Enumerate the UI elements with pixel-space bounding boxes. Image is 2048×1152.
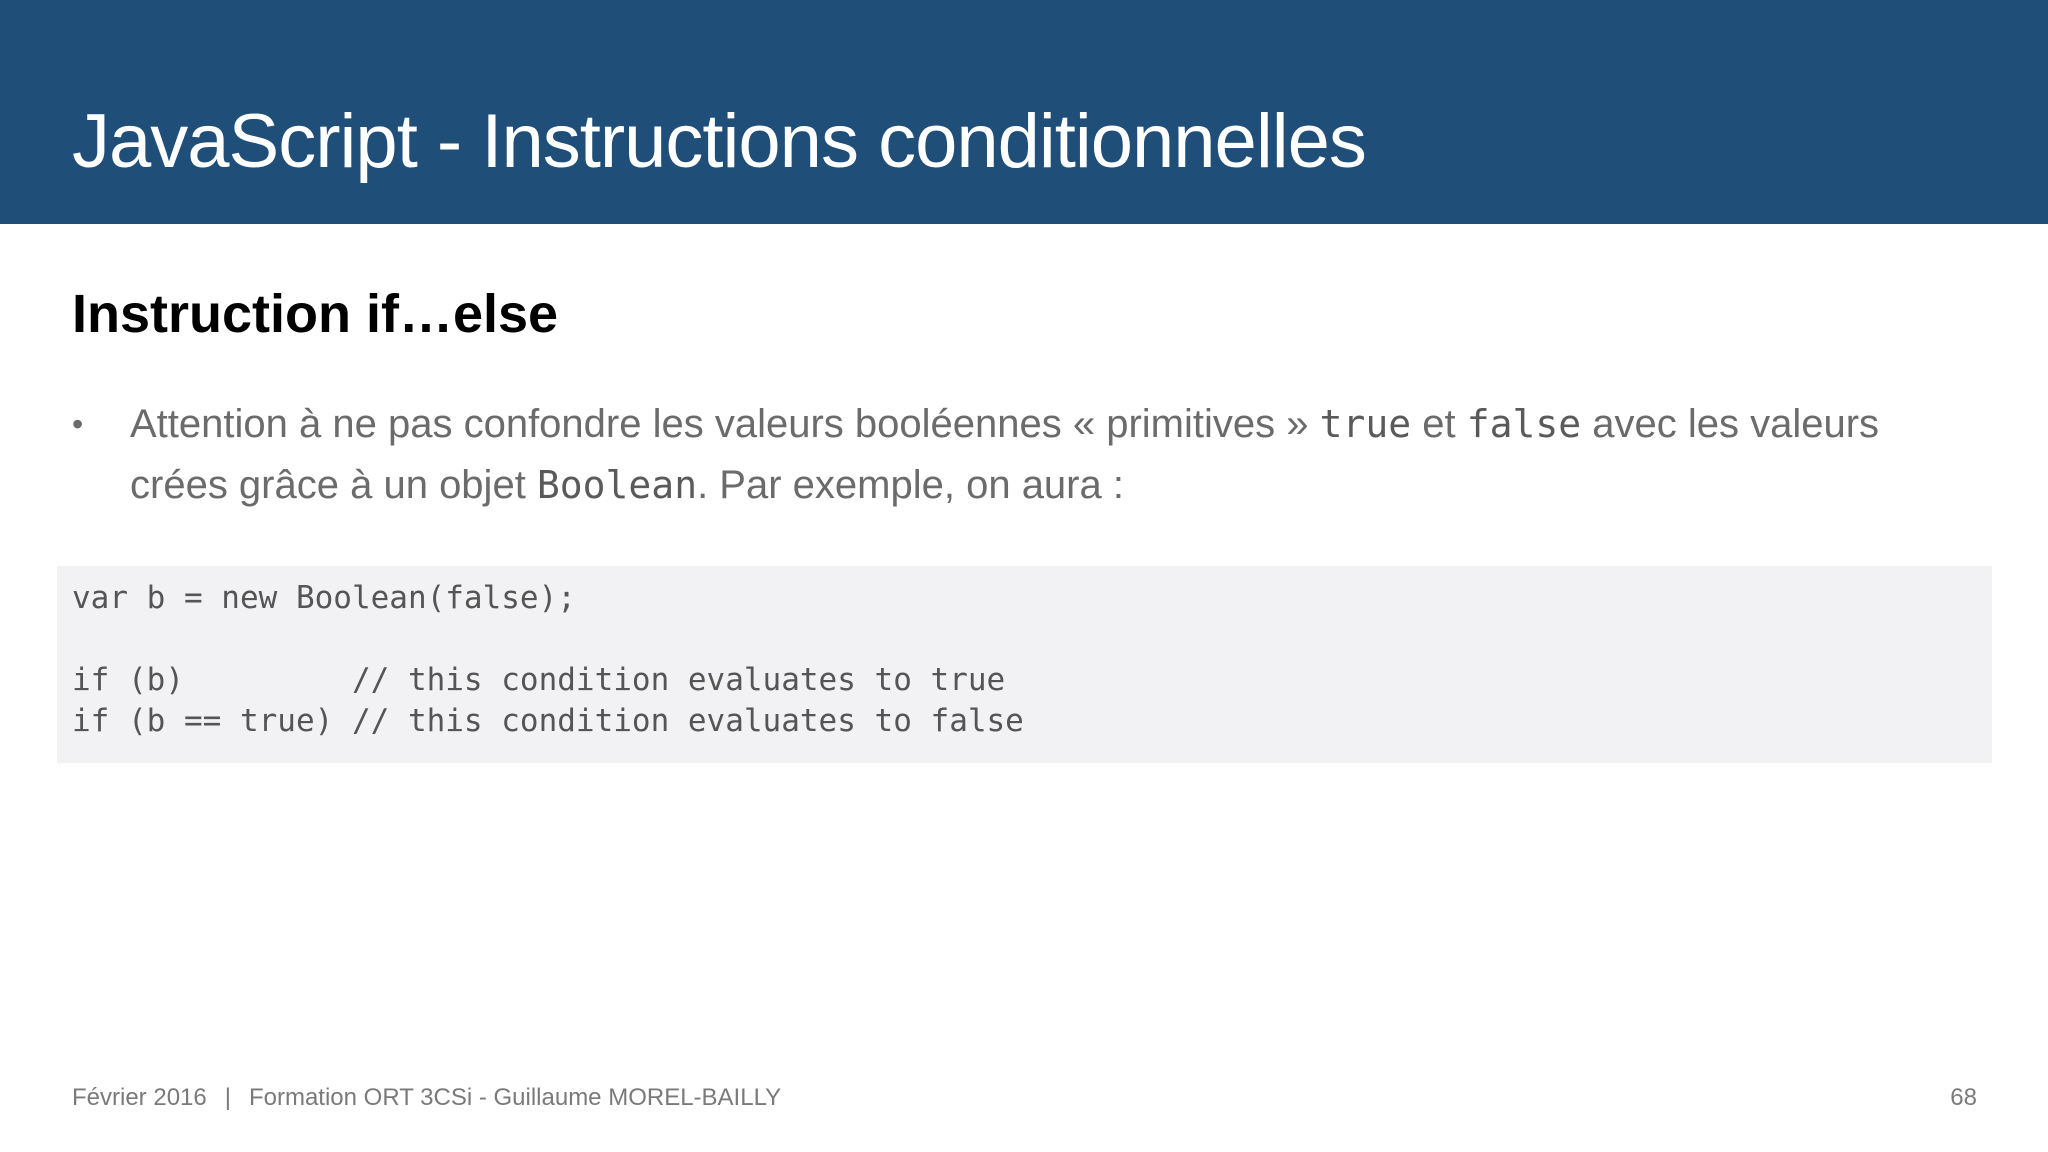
bullet-line-2 [130,455,2020,516]
bullet-text-segment: . Par exemple, on aura : [697,463,1124,507]
bullet-text-segment: avec les valeurs [1581,402,1880,446]
bullet-line-1 [130,394,2020,455]
code-line [72,619,1024,660]
bullet-text-segment: Attention à ne pas confondre les valeurs booléennes « primitives » [130,402,1320,446]
code-line: var b = new Boolean(false); [72,580,576,616]
code-block [57,566,1992,763]
section-heading: Instruction if…else [72,284,559,344]
slide-title: JavaScript - Instructions conditionnelles [72,99,1366,184]
inline-code-boolean: Boolean [536,463,698,507]
inline-code-true: true [1319,402,1412,446]
bullet-marker: • [72,406,84,442]
inline-code-false: false [1466,402,1582,446]
bullet-text-segment: crées grâce à un objet [130,463,537,507]
bullet-text [130,394,2020,516]
code-line: if (b) // this condition evaluates to true [72,662,1006,698]
footer [72,1084,781,1112]
footer-separator: | [224,1084,231,1111]
page-number: 68 [1950,1084,1977,1111]
code-lines [72,578,1024,742]
footer-author: Formation ORT 3CSi - Guillaume MOREL-BAILLY [248,1084,782,1111]
code-line: if (b == true) // this condition evaluates to false [72,703,1024,739]
footer-date: Février 2016 [72,1084,207,1111]
bullet-text-segment: et [1411,402,1467,446]
title-band [0,0,2048,224]
